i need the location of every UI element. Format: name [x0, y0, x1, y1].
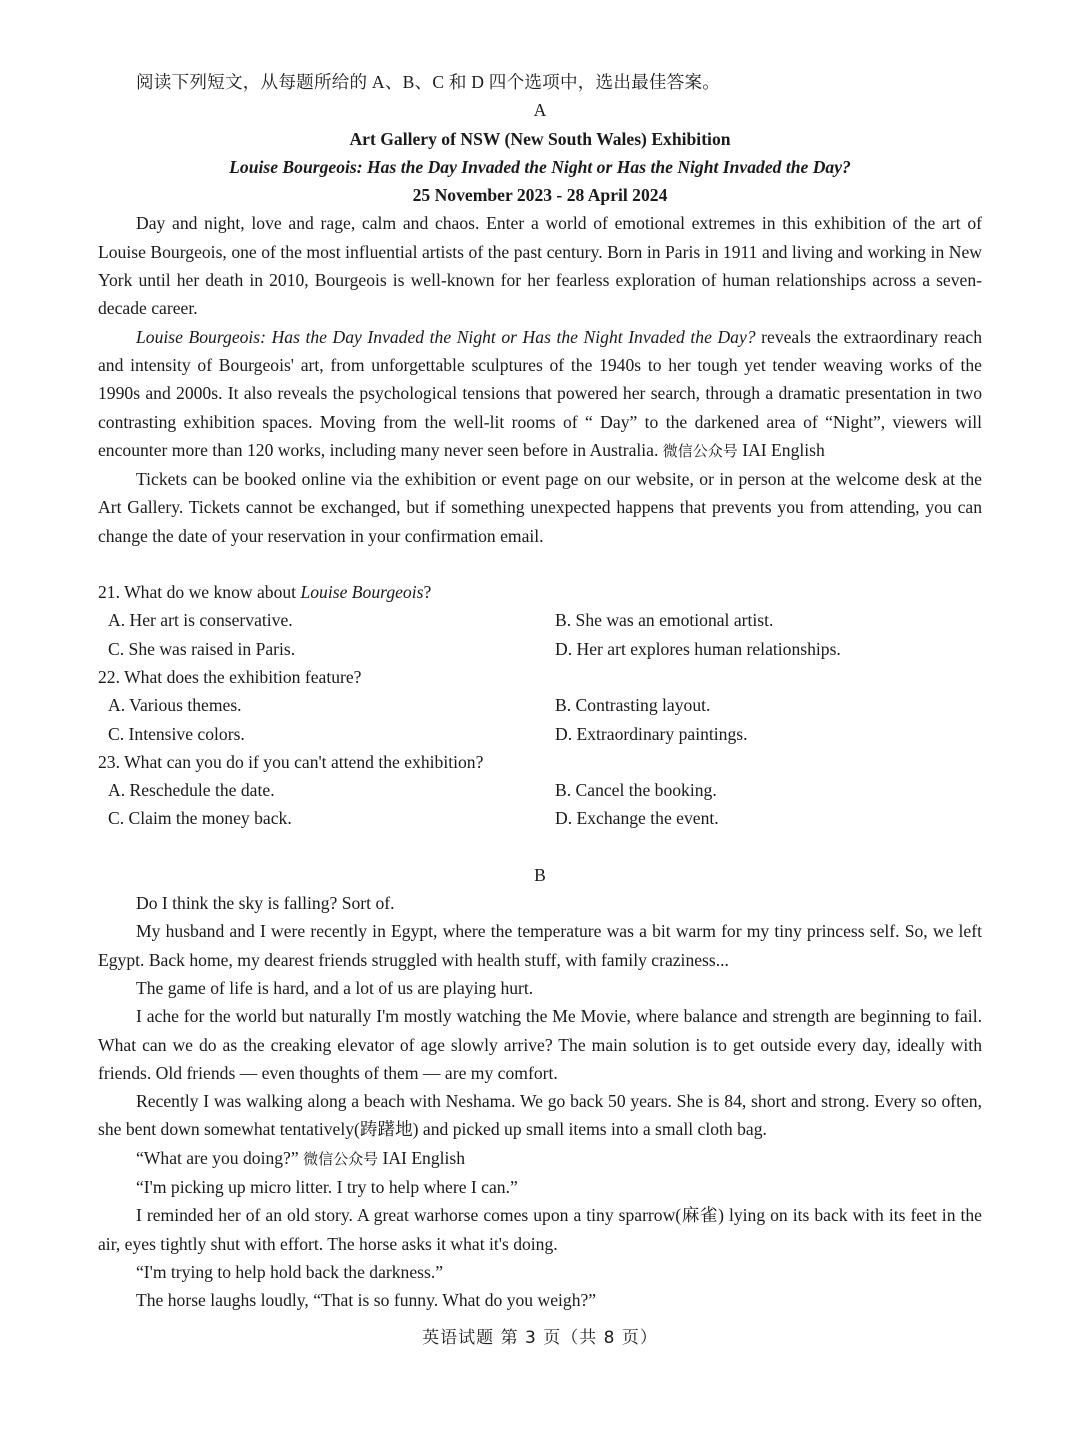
question-stem: 23. What can you do if you can't attend the exhibition? [98, 751, 484, 772]
option-d: D. Extraordinary paintings. [555, 723, 748, 744]
passage-b-paragraph-10: The horse laughs loudly, “That is so funny. What do you weigh?” [136, 1290, 597, 1311]
passage-a-title: Art Gallery of NSW (New South Wales) Exhibition [349, 128, 731, 149]
watermark-text: 微信公众号 [303, 1149, 379, 1168]
passage-b-paragraph-1: Do I think the sky is falling? Sort of. [136, 893, 395, 914]
passage-a-subtitle: Louise Bourgeois: Has the Day Invaded the Night or Has the Night Invaded the Day? [229, 156, 851, 177]
passage-b-letter: B [534, 864, 546, 885]
passage-b-paragraph-5: Recently I was walking along a beach with Neshama. We go back 50 years. She is 84, short and strong. Every so often, she bent down somewhat tentatively(踌躇地) and picked up small items into a small cloth bag. [98, 1091, 982, 1140]
paragraph-2-body: reveals the extraordinary reach and intensity of Bourgeois' art, from unforgettable sculptures of the 1940s to her tough yet tender weaving works of the 1990s and 2000s. It also reveals the psychological tensions that powered her search, through a dramatic presentation in two contrasting exhibition spaces. Moving from the well-lit rooms of “ Day” to the darkened area of “Night”, viewers will encounter more than 120 works, including many never seen before in Australia. [98, 326, 982, 460]
watermark-text: 微信公众号 [662, 441, 738, 460]
option-b: B. She was an emotional artist. [555, 610, 774, 631]
option-a: A. Her art is conservative. [108, 610, 293, 631]
question-stem: 22. What does the exhibition feature? [98, 666, 362, 687]
passage-a-dates: 25 November 2023 - 28 April 2024 [412, 185, 668, 206]
question-22 [98, 663, 982, 748]
option-a: A. Various themes. [108, 695, 242, 716]
watermark-brand: IAI English [378, 1147, 466, 1168]
watermark-brand: IAI English [737, 439, 825, 460]
option-c: C. Claim the money back. [108, 808, 292, 829]
exhibition-name: Louise Bourgeois: Has the Day Invaded the Night or Has the Night Invaded the Day? [136, 326, 756, 347]
question-23 [98, 748, 982, 833]
option-a: A. Reschedule the date. [108, 780, 275, 801]
option-c: C. Intensive colors. [108, 723, 245, 744]
passage-b-paragraph-3: The game of life is hard, and a lot of us are playing hurt. [136, 977, 534, 998]
option-b: B. Cancel the booking. [555, 780, 717, 801]
option-b: B. Contrasting layout. [555, 695, 711, 716]
passage-b-paragraph-8: I reminded her of an old story. A great warhorse comes upon a tiny sparrow(麻雀) lying on its back with its feet in the air, eyes tightly shut with effort. The horse asks it what it's doing. [98, 1205, 982, 1254]
passage-b-paragraph-7: “I'm picking up micro litter. I try to help where I can.” [136, 1176, 518, 1197]
question-21 [98, 578, 982, 663]
exam-page [98, 68, 982, 1314]
question-stem: 21. What do we know about Louise Bourgeois? [98, 582, 432, 603]
option-c: C. She was raised in Paris. [108, 638, 296, 659]
passage-b-paragraph-4: I ache for the world but naturally I'm mostly watching the Me Movie, where balance and strength are beginning to fail. What can we do as the creaking elevator of age slowly arrive? The main solution is to get outside every day, ideally with friends. Old friends — even thoughts of them — are my comfort. [98, 1006, 982, 1083]
passage-b-paragraph-2: My husband and I were recently in Egypt, where the temperature was a bit warm for my tiny princess self. So, we left Egypt. Back home, my dearest friends struggled with health stuff, with family craziness... [98, 921, 982, 970]
passage-a-paragraph-3: Tickets can be booked online via the exhibition or event page on our website, or in person at the welcome desk at the Art Gallery. Tickets cannot be exchanged, but if something unexpected happens that prevents you from attending, you can change the date of your reservation in your confirmation email. [98, 469, 982, 546]
page-footer: 英语试题 第 3 页（共 8 页） [422, 1328, 658, 1348]
option-d: D. Her art explores human relationships. [555, 638, 841, 659]
spacer [98, 833, 982, 861]
passage-a-paragraph-2 [98, 323, 982, 465]
spacer [98, 550, 982, 578]
passage-a-paragraph-1: Day and night, love and rage, calm and chaos. Enter a world of emotional extremes in this exhibition of the art of Louise Bourgeois, one of the most influential artists of the past century. Born in Paris in 1911 and living and working in New York until her death in 2010, Bourgeois is well-known for her fearless exploration of human relationships across a seven-decade career. [98, 213, 982, 319]
instruction-text: 阅读下列短文，从每题所给的 A、B、C 和 D 四个选项中，选出最佳答案。 [136, 72, 721, 92]
option-d: D. Exchange the event. [555, 808, 719, 829]
passage-b-paragraph-9: “I'm trying to help hold back the darkness.” [136, 1261, 444, 1282]
passage-b-paragraph-6: “What are you doing?” 微信公众号 IAI English [136, 1147, 466, 1168]
passage-a-letter: A [533, 100, 547, 121]
